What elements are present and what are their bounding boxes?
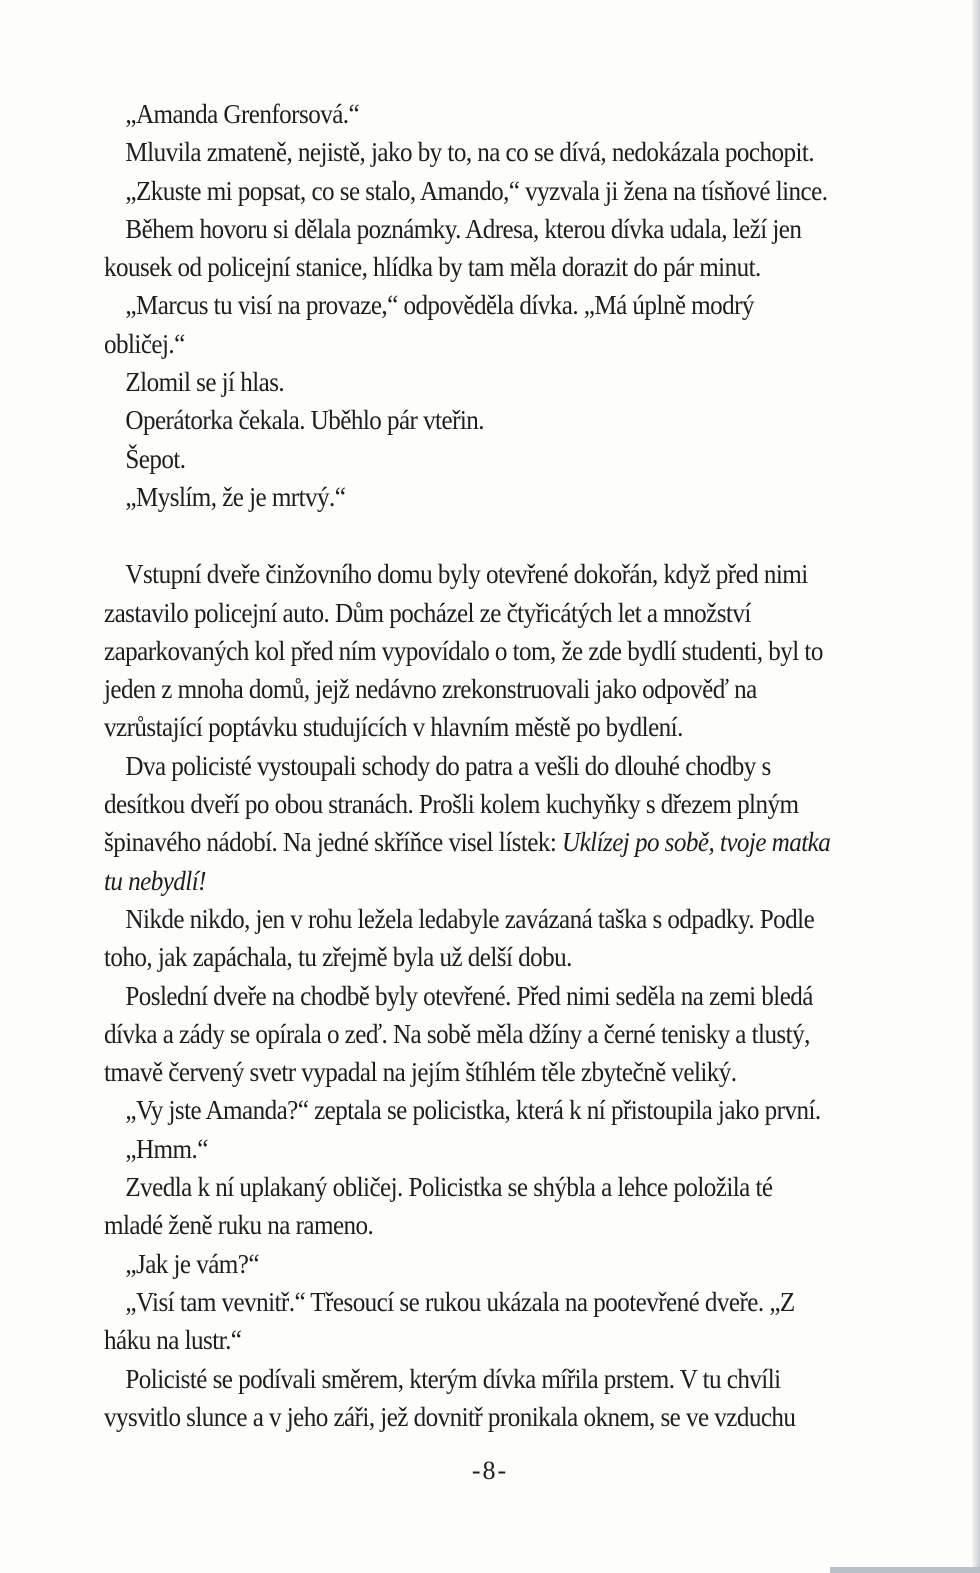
paragraph: Nikde nikdo, jen v rohu ležela ledabyle zavázaná taška s odpadky. Podle toho, jak zapáchala, tu zřejmě byla už delší dobu.: [104, 903, 815, 973]
note-quote: Uklízej po sobě, tvoje matka tu nebydlí!: [104, 827, 831, 896]
section-break: [104, 516, 835, 555]
paragraph: Zlomil se jí hlas.: [125, 367, 285, 398]
paragraph: „Visí tam vevnitř.“ Třesoucí se rukou ukázala na pootevřené dveře. „Z háku na lustr.“: [104, 1286, 795, 1356]
paragraph-text: Dva policisté vystoupali schody do patra a vešli do dlouhé chodby s desítkou dveří po obou stranách. Prošli kolem kuchyňky s dřezem plným špinavého nádobí. Na jedné skříňce visel lístek:: [104, 750, 799, 858]
page-body: [104, 95, 835, 1436]
paragraph: Zvedla k ní uplakaný obličej. Policistka se shýbla a lehce položila té mladé ženě ruku na rameno.: [104, 1172, 773, 1241]
paragraph: [104, 747, 835, 900]
paragraph: „Amanda Grenforsová.“: [125, 99, 360, 129]
paragraph: Poslední dveře na chodbě byly otevřené. Před nimi seděla na zemi bledá dívka a zády se opírala o zeď. Na sobě měla džíny a černé tenisky a tlustý, tmavě červený svetr vypadal na jejím štíhlém těle zbytečně veliký.: [104, 980, 813, 1088]
paragraph: „Zkuste mi popsat, co se stalo, Amando,“ vyzvala ji žena na tísňové lince.: [125, 175, 828, 206]
paragraph: „Marcus tu visí na provaze,“ odpověděla dívka. „Má úplně modrý obličej.“: [104, 290, 754, 359]
page-edge-strip: [830, 1567, 980, 1573]
page-number: -8-: [471, 1456, 509, 1485]
paragraph: Operátorka čekala. Uběhlo pár vteřin.: [125, 405, 485, 436]
paragraph: „Hmm.“: [125, 1133, 208, 1164]
paragraph: Mluvila zmateně, nejistě, jako by to, na co se dívá, nedokázala pochopit.: [125, 137, 815, 168]
paragraph: Vstupní dveře činžovního domu byly otevřené dokořán, když před nimi zastavilo policejní auto. Dům pocházel ze čtyřicátých let a množství zaparkovaných kol před ním vypovídalo o tom, že zde bydlí studenti, byl to jeden z mnoha domů, jejž nedávno zrekonstruovali jako odpověď na vzrůstající poptávku studujících v hlavním městě po bydlení.: [104, 559, 823, 743]
paragraph: „Vy jste Amanda?“ zeptala se policistka, která k ní přistoupila jako první.: [125, 1095, 821, 1126]
paragraph: „Myslím, že je mrtvý.“: [125, 481, 346, 512]
paragraph: Policisté se podívali směrem, kterým dívka mířila prstem. V tu chvíli vysvitlo slunce a v jeho záři, jež dovnitř pronikala oknem, se ve vzduchu: [104, 1363, 796, 1432]
paragraph: Během hovoru si dělala poznámky. Adresa, kterou dívka udala, leží jen kousek od policejní stanice, hlídka by tam měla dorazit do pár minut.: [104, 213, 802, 283]
paragraph: Šepot.: [125, 443, 186, 474]
paragraph: „Jak je vám?“: [125, 1248, 259, 1279]
page-edge-shadow: [972, 0, 980, 1573]
